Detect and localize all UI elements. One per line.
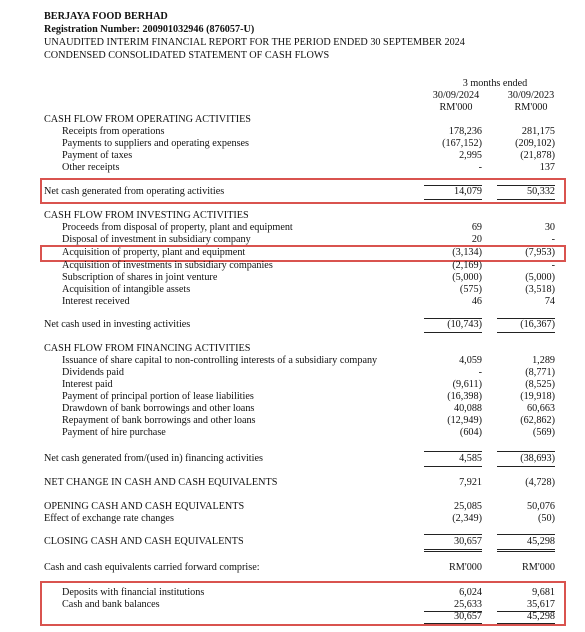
row-label: Drawdown of bank borrowings and other loans [62, 403, 255, 414]
row-label: Proceeds from disposal of property, plant and equipment [62, 222, 293, 233]
col2-unit: RM'000 [514, 102, 548, 113]
row-label: Acquisition of intangible assets [62, 284, 191, 295]
row-label: Disposal of investment in subsidiary company [62, 234, 251, 245]
rule-line [424, 451, 482, 452]
net-financing-row [0, 454, 585, 466]
col2-value: (4,728) [525, 477, 555, 488]
col1-value: 25,085 [453, 501, 482, 512]
net-operating-row [0, 187, 585, 199]
col1-value: (5,000) [452, 272, 482, 283]
col1-value: 178,236 [448, 126, 482, 137]
row-label: Net cash generated from/(used in) financing activities [44, 453, 263, 464]
col1-value: 2,995 [459, 150, 482, 161]
row-label: Cash and bank balances [62, 599, 160, 610]
col2-value: (5,000) [525, 272, 555, 283]
rule-line [424, 551, 482, 552]
row-label: Subscription of shares in joint venture [62, 272, 218, 283]
row-label: Repayment of bank borrowings and other loans [62, 415, 256, 426]
col2-value: (569) [532, 427, 555, 438]
col1-value: 46 [471, 296, 482, 307]
col1-value: (2,169) [452, 260, 482, 271]
col1-value: - [478, 162, 482, 173]
col2-value: (8,525) [525, 379, 555, 390]
rule-line [497, 534, 555, 535]
col1-value: 14,079 [453, 186, 482, 197]
period-header: 3 months ended [462, 78, 528, 89]
col1-value: - [478, 367, 482, 378]
row-label: Payment of principal portion of lease liabilities [62, 391, 254, 402]
col2-date: 30/09/2023 [507, 90, 555, 101]
col2-value: 1,289 [532, 355, 555, 366]
row-label: Deposits with financial institutions [62, 587, 205, 598]
row-label: Acquisition of investments in subsidiary companies [62, 260, 273, 271]
rule-line [497, 549, 555, 550]
col1-value: (575) [459, 284, 482, 295]
col1-value: 69 [471, 222, 482, 233]
closing-row [0, 537, 585, 549]
col2-value: 35,617 [526, 599, 555, 610]
col1-value: (167,152) [442, 138, 482, 149]
col1-value: (10,743) [447, 319, 482, 330]
section-heading: CASH FLOW FROM INVESTING ACTIVITIES [44, 210, 249, 221]
col2-value: (3,518) [525, 284, 555, 295]
col1-value: 4,059 [459, 355, 482, 366]
row-label: NET CHANGE IN CASH AND CASH EQUIVALENTS [44, 477, 278, 488]
section-heading: CASH FLOW FROM OPERATING ACTIVITIES [44, 114, 251, 125]
table-row [0, 428, 585, 440]
col1-value: (9,611) [452, 379, 482, 390]
col2-value: (21,878) [520, 150, 555, 161]
table-row [0, 297, 585, 309]
rule-line [497, 332, 555, 333]
rule-line [497, 199, 555, 200]
row-label: OPENING CASH AND CASH EQUIVALENTS [44, 501, 245, 512]
col2-value: 281,175 [521, 126, 555, 137]
col1-value: (3,134) [452, 247, 482, 258]
col1-unit-label: RM'000 [449, 562, 482, 573]
net-investing-row [0, 320, 585, 332]
rule-line [497, 551, 555, 552]
col2-value: 50,332 [526, 186, 555, 197]
row-label: Issuance of share capital to non-controlling interests of a subsidiary company [62, 355, 378, 366]
col2-value: 137 [539, 162, 555, 173]
row-label: Interest paid [62, 379, 113, 390]
col2-value: (50) [538, 513, 555, 524]
col2-value: (8,771) [525, 367, 555, 378]
col1-value: 4,585 [459, 453, 482, 464]
net-change-row [0, 478, 585, 490]
company-name: BERJAYA FOOD BERHAD [44, 11, 168, 22]
col2-value: (62,862) [520, 415, 555, 426]
col2-value: 74 [544, 296, 555, 307]
col2-value: (38,693) [520, 453, 555, 464]
col1-unit: RM'000 [439, 102, 473, 113]
rule-line [424, 199, 482, 200]
report-title: UNAUDITED INTERIM FINANCIAL REPORT FOR THE PERIOD ENDED 30 SEPTEMBER 2024 [44, 37, 465, 48]
rule-line [497, 451, 555, 452]
table-row [0, 163, 585, 175]
col1-value: (16,398) [447, 391, 482, 402]
col2-value: 45,298 [526, 536, 555, 547]
section-heading: CASH FLOW FROM FINANCING ACTIVITIES [44, 343, 251, 354]
col2-value: - [551, 260, 555, 271]
rule-line [497, 623, 555, 624]
rule-line [424, 623, 482, 624]
col1-value: 20 [471, 234, 482, 245]
col2-value: (209,102) [515, 138, 555, 149]
rule-line [497, 466, 555, 467]
col1-value: 40,088 [453, 403, 482, 414]
row-label: CLOSING CASH AND CASH EQUIVALENTS [44, 536, 244, 547]
carried-forward-row [0, 563, 585, 575]
statement-title: CONDENSED CONSOLIDATED STATEMENT OF CASH FLOWS [44, 50, 330, 61]
col2-value: (19,918) [520, 391, 555, 402]
rule-line [424, 549, 482, 550]
rule-line [424, 332, 482, 333]
col1-value: 30,657 [453, 611, 482, 622]
row-label: Dividends paid [62, 367, 124, 378]
col2-value: 9,681 [532, 587, 555, 598]
col1-value: (12,949) [447, 415, 482, 426]
rule-line [424, 534, 482, 535]
col1-value: (2,349) [452, 513, 482, 524]
col2-value: 45,298 [526, 611, 555, 622]
row-label: Cash and cash equivalents carried forward comprise: [44, 562, 260, 573]
col1-value: 25,633 [453, 599, 482, 610]
row-label: Interest received [62, 296, 130, 307]
col2-value: (7,953) [525, 247, 555, 258]
col2-value: 60,663 [526, 403, 555, 414]
row-label: Receipts from operations [62, 126, 165, 137]
row-label: Effect of exchange rate changes [44, 513, 174, 524]
table-row [0, 248, 585, 260]
row-label: Net cash used in investing activities [44, 319, 191, 330]
col1-value: 30,657 [453, 536, 482, 547]
row-label: Payment of hire purchase [62, 427, 166, 438]
col2-value: - [551, 234, 555, 245]
row-label: Payment of taxes [62, 150, 133, 161]
col2-value: (16,367) [520, 319, 555, 330]
col2-value: 30 [544, 222, 555, 233]
col2-value: 50,076 [526, 501, 555, 512]
col1-value: (604) [459, 427, 482, 438]
col1-value: 6,024 [459, 587, 482, 598]
registration-number: Registration Number: 200901032946 (876057-U) [44, 24, 255, 35]
row-label: Net cash generated from operating activities [44, 186, 225, 197]
fx-effect-row [0, 514, 585, 526]
rule-line [424, 466, 482, 467]
col1-date: 30/09/2024 [432, 90, 480, 101]
row-label: Other receipts [62, 162, 120, 173]
row-label: Payments to suppliers and operating expenses [62, 138, 250, 149]
row-label: Acquisition of property, plant and equipment [62, 247, 246, 258]
col2-unit-label: RM'000 [522, 562, 555, 573]
col1-value: 7,921 [459, 477, 482, 488]
